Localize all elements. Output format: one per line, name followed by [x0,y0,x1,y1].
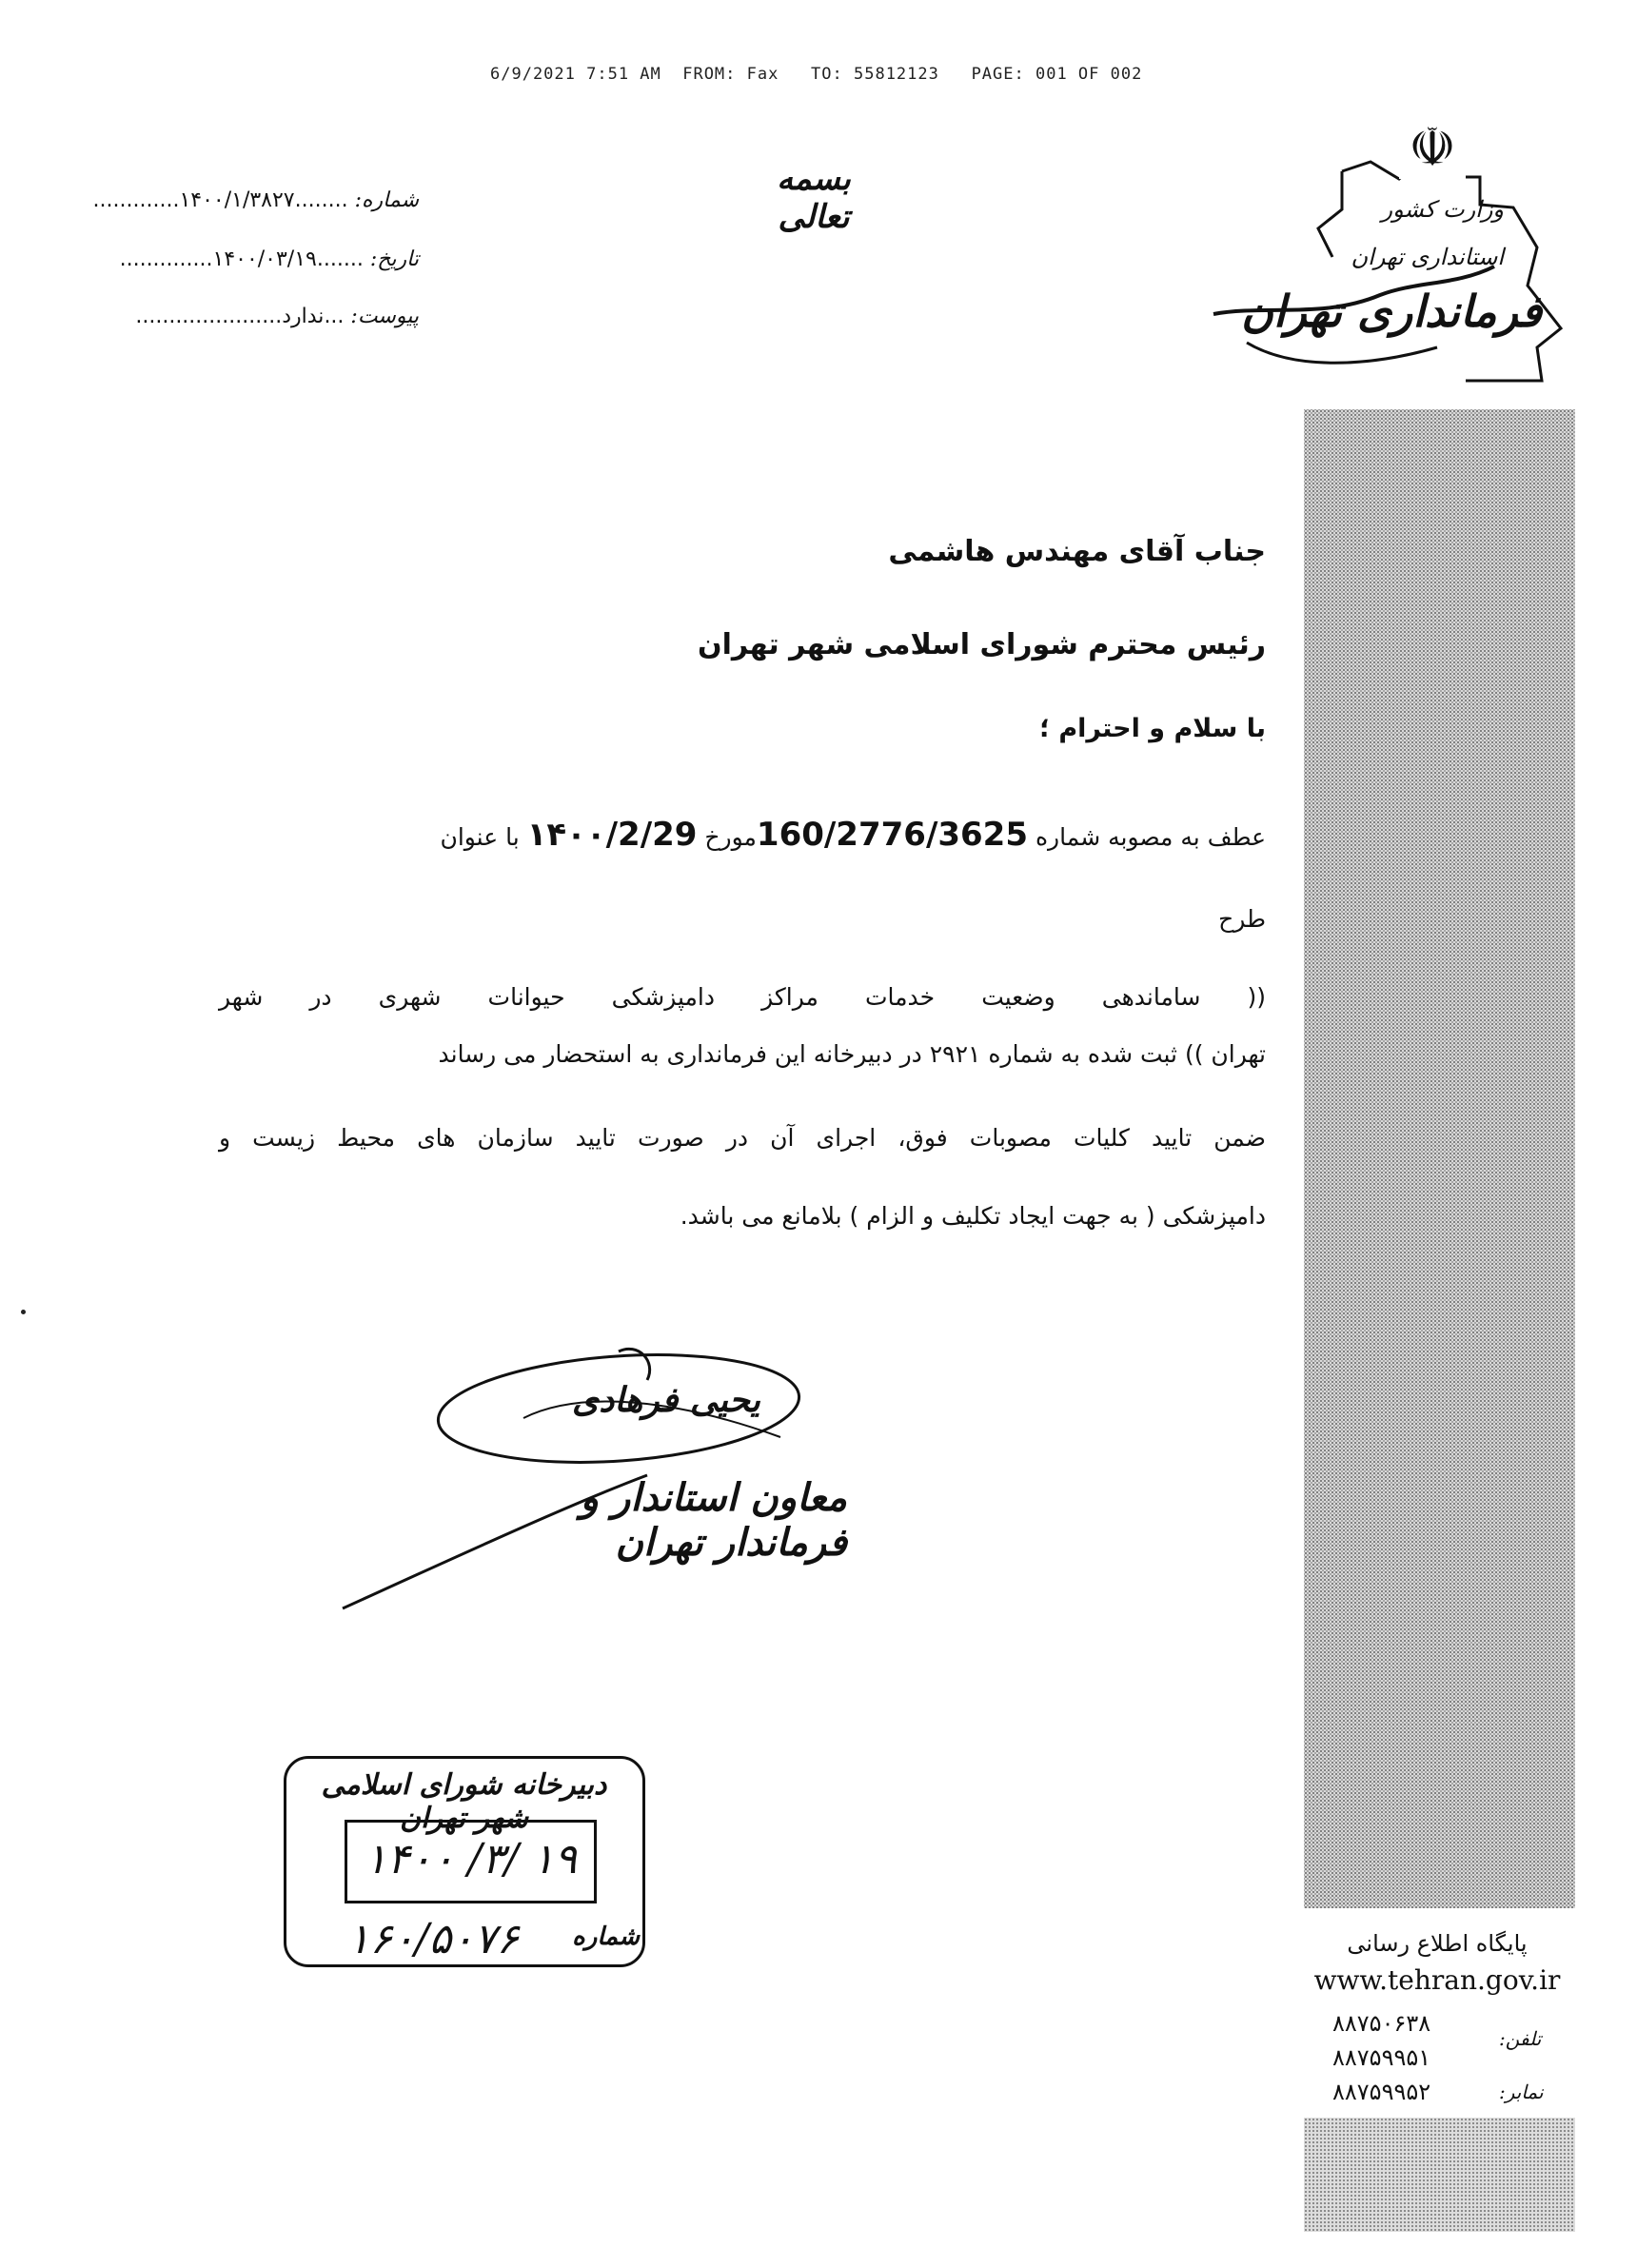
subject-suffix: با عنوان [440,823,520,851]
portal-label: پایگاه اطلاع رسانی [1347,1930,1528,1957]
letter-number-label: شماره: [354,188,419,212]
resolution-date: ۱۴۰۰/2/29 [526,816,698,854]
fax-number: ۸۸۷۵۹۹۵۲ [1332,2079,1431,2105]
attachment-row: پیوست: ...ندارد...................... [135,305,419,328]
addressee: جناب آقای مهندس هاشمی [888,535,1266,568]
subject-dated: مورخ [704,823,757,851]
addressee-title: رئیس محترم شورای اسلامی شهر تهران [698,628,1266,661]
letter-date-row: تاریخ: .......۱۴۰۰/۰۳/۱۹.............. [119,247,419,271]
ministry-name: وزارت کشور [1381,196,1504,223]
plan-label: طرح [1218,905,1266,933]
letter-date-value: ۱۴۰۰/۰۳/۱۹ [212,247,317,271]
plan-line-2: تهران )) ثبت شده به شماره ۲۹۲۱ در دبیرخانه این فرمانداری به استحضار می رساند [438,1040,1266,1068]
subject-line [219,814,1266,856]
stamp-number: ۱۶۰/۵۰۷۶ [346,1915,520,1963]
halftone-side-strip [1304,409,1575,1908]
halftone-bottom-strip [1304,2118,1575,2232]
letter-number-value: ۱۴۰۰/۱/۳۸۲۷ [179,188,295,212]
emblem-glyph: ☫ [1408,117,1457,179]
margin-dot [21,1310,26,1314]
attachment-label: پیوست: [350,305,419,328]
stamp-number-label: شماره [572,1923,640,1951]
letter-number-row: شماره: ........۱۴۰۰/۱/۳۸۲۷............. [92,188,419,212]
resolution-number: 160/2776/3625 [756,816,1028,854]
signer-name: یحیی فرهادی [572,1380,760,1420]
greeting: با سلام و احترام ؛ [1039,714,1266,743]
subject-prefix: عطف به مصوبه شماره [1035,823,1266,851]
body-line-3: ضمن تایید کلیات مصوبات فوق، اجرای آن در صورت تایید سازمان های محیط زیست و [219,1124,1266,1152]
attachment-value: ندارد [282,305,325,328]
stamp-title: دبیرخانه شورای اسلامی شهر تهران [321,1768,607,1835]
body-line-4: دامپزشکی ( به جهت ایجاد تکلیف و الزام ) بلامانع می باشد. [680,1202,1266,1230]
governorship-name: فرمانداری تهران [1241,286,1542,337]
logo-frame [1209,152,1580,390]
fax-header: 6/9/2021 7:51 AM FROM: Fax TO: 55812123 PAGE: 001 OF 002 [490,65,1143,84]
fax-label: نمابر: [1499,2081,1544,2103]
letter-date-label: تاریخ: [369,247,419,271]
website-link[interactable]: www.tehran.gov.ir [1313,1964,1561,1996]
governorate-name: استانداری تهران [1351,244,1504,270]
phone-number-1: ۸۸۷۵۰۶۳۸ [1332,2010,1431,2037]
signer-title: معاون استاندار و فرماندار تهران [580,1475,847,1565]
phone-label: تلفن: [1499,2027,1542,2050]
bismillah-heading: بسمه تعالی [777,160,851,236]
phone-number-2: ۸۸۷۵۹۹۵۱ [1332,2044,1431,2071]
plan-line-1: (( ساماندهی وضعیت خدمات مراکز دامپزشکی حیوانات شهری در شهر [219,983,1266,1011]
stamp-date: ۱۴۰۰ /۳/ ۱۹ [364,1835,578,1883]
iran-emblem-icon [1399,112,1466,179]
